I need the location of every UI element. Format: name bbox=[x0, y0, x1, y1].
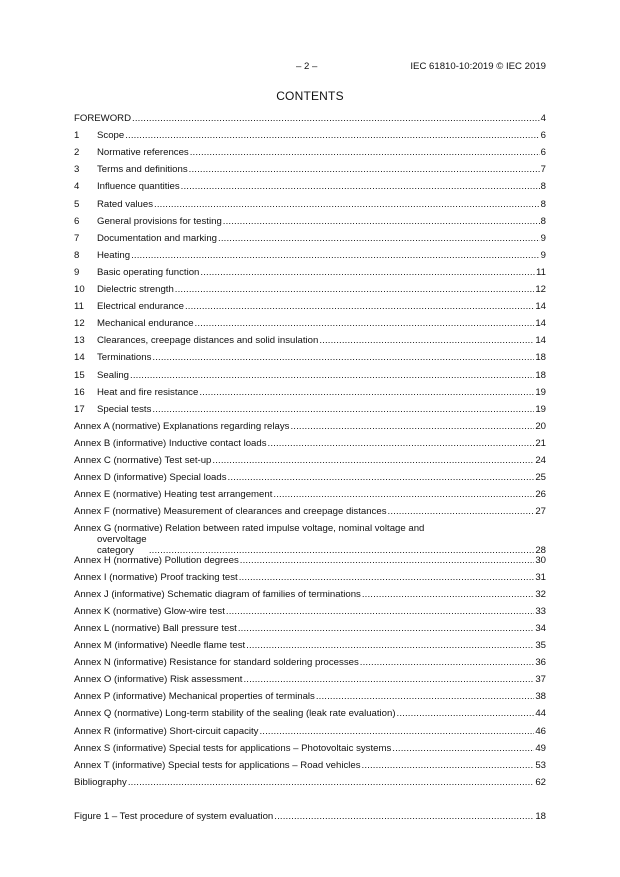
toc-page-number: 53 bbox=[535, 759, 546, 771]
toc-entry-continuation bbox=[74, 534, 546, 556]
toc-dot-leader bbox=[152, 352, 534, 363]
toc-dot-leader bbox=[319, 335, 534, 346]
toc-clause-2[interactable] bbox=[74, 147, 546, 158]
toc-entry[interactable] bbox=[74, 438, 546, 449]
toc-clause-1[interactable] bbox=[74, 130, 546, 141]
toc-entry-title: Annex K (normative) Glow-wire test bbox=[74, 605, 225, 617]
toc-page-number: 35 bbox=[535, 640, 546, 651]
toc-entry-title: Bibliography bbox=[74, 776, 127, 788]
toc-clause-17[interactable] bbox=[74, 404, 546, 415]
toc-entry-title: FOREWORD bbox=[74, 113, 132, 124]
toc-page-number: 38 bbox=[535, 691, 546, 703]
toc-page-number: 9 bbox=[540, 249, 546, 261]
toc-clause-number: 2 bbox=[74, 147, 80, 159]
toc-clause-number: 1 bbox=[74, 130, 80, 142]
toc-entry[interactable] bbox=[74, 506, 546, 517]
toc-entry[interactable] bbox=[74, 726, 546, 737]
toc-dot-leader bbox=[238, 623, 535, 634]
toc-page-number: 11 bbox=[536, 266, 546, 278]
toc-dot-leader bbox=[392, 743, 534, 754]
page-header bbox=[0, 61, 620, 75]
toc-dot-leader bbox=[259, 726, 534, 737]
toc-clause-number: 9 bbox=[74, 266, 80, 278]
toc-entry-title: Annex G (normative) Relation between rated impulse voltage, nominal voltage and bbox=[74, 523, 425, 535]
toc-entry[interactable] bbox=[74, 472, 546, 483]
toc-entry-title: Electrical endurance bbox=[97, 301, 184, 313]
toc-entry[interactable] bbox=[74, 555, 546, 566]
toc-entry[interactable] bbox=[74, 777, 546, 788]
toc-dot-leader bbox=[362, 760, 535, 771]
toc-clause-number: 14 bbox=[74, 352, 85, 364]
toc-page-number: 27 bbox=[535, 506, 546, 518]
toc-entry-title: Dielectric strength bbox=[97, 284, 174, 295]
toc-page-number: 33 bbox=[535, 605, 546, 617]
toc-dot-leader bbox=[212, 455, 534, 466]
toc-entry[interactable] bbox=[74, 708, 546, 719]
toc-page-number: 19 bbox=[535, 403, 546, 415]
toc-entry[interactable] bbox=[74, 657, 546, 668]
toc-dot-leader bbox=[362, 589, 534, 600]
toc-dot-leader bbox=[268, 438, 535, 449]
toc-entry-title: Annex S (informative) Special tests for applications – Photovoltaic systems bbox=[74, 742, 392, 754]
toc-entry[interactable] bbox=[74, 640, 546, 651]
toc-dot-leader bbox=[223, 216, 540, 227]
toc-entry-title: General provisions for testing bbox=[97, 215, 222, 227]
toc-entry[interactable] bbox=[74, 113, 546, 124]
toc-dot-leader bbox=[360, 657, 535, 668]
toc-clause-15[interactable] bbox=[74, 370, 546, 381]
toc-dot-leader bbox=[175, 284, 535, 295]
toc-dot-leader bbox=[290, 421, 534, 432]
toc-entry-title: Annex Q (normative) Long-term stability of the sealing (leak rate evaluation) bbox=[74, 708, 396, 720]
toc-entry-title: Heating bbox=[97, 249, 131, 261]
toc-page-number: 34 bbox=[535, 622, 546, 634]
toc-page-number: 30 bbox=[535, 554, 546, 566]
toc-entry-title-continued: overvoltage category bbox=[97, 534, 147, 557]
toc-entry-title: Heat and fire resistance bbox=[97, 386, 199, 398]
toc-clause-number: 17 bbox=[74, 403, 85, 415]
toc-dot-leader bbox=[125, 130, 539, 141]
toc-entry-title: Mechanical endurance bbox=[97, 318, 194, 330]
toc-entry-title: Annex N (informative) Resistance for standard soldering processes bbox=[74, 657, 359, 669]
toc-entry[interactable] bbox=[74, 489, 546, 500]
toc-dot-leader bbox=[239, 572, 535, 583]
toc-page-number: 14 bbox=[535, 335, 546, 347]
toc-entry-title: Sealing bbox=[97, 369, 130, 381]
toc-dot-leader bbox=[190, 147, 540, 158]
toc-dot-leader bbox=[199, 387, 534, 398]
toc-page-number: 26 bbox=[535, 489, 546, 501]
toc-clause-number: 16 bbox=[74, 386, 85, 398]
toc-dot-leader bbox=[397, 708, 535, 719]
toc-dot-leader bbox=[195, 318, 535, 329]
toc-entry-title: Documentation and marking bbox=[97, 232, 217, 244]
toc-dot-leader bbox=[246, 640, 534, 651]
toc-clause-number: 7 bbox=[74, 232, 80, 244]
toc-entry-title: Rated values bbox=[97, 198, 153, 210]
toc-page-number: 31 bbox=[535, 571, 546, 583]
toc-page-number: 14 bbox=[535, 301, 546, 313]
toc-clause-11[interactable] bbox=[74, 301, 546, 312]
toc-entry-title: Annex P (informative) Mechanical properties of terminals bbox=[74, 691, 315, 703]
toc-clause-7[interactable] bbox=[74, 233, 546, 244]
toc-entry-title: Special tests bbox=[97, 403, 152, 415]
toc-dot-leader bbox=[128, 777, 535, 788]
toc-dot-leader bbox=[131, 250, 540, 261]
toc-page-number: 6 bbox=[540, 147, 546, 159]
toc-clause-number: 13 bbox=[74, 335, 85, 347]
toc-dot-leader bbox=[243, 674, 534, 685]
toc-entry-title: Annex I (normative) Proof tracking test bbox=[74, 571, 238, 583]
toc-page-number: 18 bbox=[535, 369, 546, 381]
toc-dot-leader bbox=[273, 489, 534, 500]
toc-dot-leader bbox=[189, 164, 540, 175]
toc-dot-leader bbox=[240, 555, 535, 566]
toc-entry-title: Influence quantities bbox=[97, 181, 180, 193]
toc-dot-leader bbox=[218, 233, 540, 244]
toc-entry-title: Annex O (informative) Risk assessment bbox=[74, 674, 243, 686]
toc-entry[interactable] bbox=[74, 606, 546, 617]
toc-dot-leader bbox=[132, 113, 540, 124]
toc-page-number: 44 bbox=[535, 708, 546, 720]
toc-dot-leader bbox=[388, 506, 535, 517]
toc-page-number: 21 bbox=[535, 437, 546, 449]
toc-entry-title: Clearances, creepage distances and solid insulation bbox=[97, 335, 319, 347]
toc-entry-title: Annex C (normative) Test set-up bbox=[74, 455, 212, 466]
toc-clause-4[interactable] bbox=[74, 181, 546, 192]
toc-entry-annex-g[interactable] bbox=[74, 523, 546, 556]
toc-entry-title: Annex R (informative) Short-circuit capacity bbox=[74, 725, 259, 737]
toc-entry[interactable] bbox=[74, 572, 546, 583]
toc-clause-5[interactable] bbox=[74, 199, 546, 210]
toc-entry-title: Annex H (normative) Pollution degrees bbox=[74, 554, 239, 566]
toc-clause-16[interactable] bbox=[74, 387, 546, 398]
toc-page-number: 37 bbox=[535, 674, 546, 686]
contents-title: CONTENTS bbox=[276, 89, 344, 103]
toc-clause-number: 4 bbox=[74, 181, 80, 193]
page-number: – 2 – bbox=[296, 61, 318, 72]
toc-page-number: 4 bbox=[540, 113, 546, 124]
toc-page-number: 49 bbox=[535, 742, 546, 754]
toc-entry[interactable] bbox=[74, 455, 546, 466]
toc-page-number: 6 bbox=[540, 130, 546, 142]
toc-dot-leader bbox=[181, 181, 540, 192]
toc-clause-10[interactable] bbox=[74, 284, 546, 295]
toc-clause-number: 11 bbox=[74, 301, 84, 313]
toc-page-number: 36 bbox=[535, 657, 546, 669]
toc-clause-number: 3 bbox=[74, 164, 80, 176]
toc-page-number: 18 bbox=[535, 810, 546, 822]
toc-clause-14[interactable] bbox=[74, 352, 546, 363]
document-reference: IEC 61810-10:2019 © IEC 2019 bbox=[410, 61, 546, 72]
toc-dot-leader bbox=[228, 472, 535, 483]
toc-page-number: 25 bbox=[535, 472, 546, 484]
toc-dot-leader bbox=[185, 301, 534, 312]
toc-entry-title: Annex L (normative) Ball pressure test bbox=[74, 622, 237, 634]
toc-page-number: 8 bbox=[540, 215, 546, 227]
toc-page-number: 24 bbox=[535, 455, 546, 466]
toc-page-number: 19 bbox=[535, 386, 546, 398]
toc-entry[interactable] bbox=[74, 743, 546, 754]
toc-page-number: 32 bbox=[535, 588, 546, 600]
toc-clause-number: 15 bbox=[74, 369, 85, 381]
toc-entry[interactable] bbox=[74, 623, 546, 634]
toc-entry-title: Annex B (informative) Inductive contact loads bbox=[74, 437, 267, 449]
toc-entry-title: Annex M (informative) Needle flame test bbox=[74, 640, 246, 651]
toc-dot-leader bbox=[274, 811, 534, 822]
toc-entry[interactable] bbox=[74, 421, 546, 432]
toc-dot-leader bbox=[316, 691, 534, 702]
toc-page-number: 8 bbox=[540, 198, 546, 210]
toc-page-number: 9 bbox=[540, 232, 546, 244]
toc-clause-12[interactable] bbox=[74, 318, 546, 329]
toc-dot-leader bbox=[130, 370, 534, 381]
toc-entry-title: Annex J (informative) Schematic diagram of families of terminations bbox=[74, 588, 361, 600]
toc-entry[interactable] bbox=[74, 691, 546, 702]
toc-entry[interactable] bbox=[74, 589, 546, 600]
toc-entry-title: Annex D (informative) Special loads bbox=[74, 472, 227, 484]
toc-page-number: 8 bbox=[540, 181, 546, 193]
toc-dot-leader bbox=[154, 199, 540, 210]
toc-entry-title: Basic operating function bbox=[97, 266, 200, 278]
toc-entry-title: Annex T (informative) Special tests for applications – Road vehicles bbox=[74, 759, 361, 771]
toc-page-number: 46 bbox=[535, 725, 546, 737]
toc-clause-6[interactable] bbox=[74, 216, 546, 227]
toc-clause-number: 12 bbox=[74, 318, 85, 330]
toc-dot-leader bbox=[200, 267, 535, 278]
toc-clause-3[interactable] bbox=[74, 164, 546, 175]
toc-clause-number: 6 bbox=[74, 215, 80, 227]
toc-page-number: 12 bbox=[535, 284, 546, 295]
toc-dot-leader bbox=[152, 404, 534, 415]
toc-page-number: 14 bbox=[535, 318, 546, 330]
toc-entry-title: Annex F (normative) Measurement of clearances and creepage distances bbox=[74, 506, 387, 518]
toc-clause-13[interactable] bbox=[74, 335, 546, 346]
toc-entry-title: Annex E (normative) Heating test arrangement bbox=[74, 489, 273, 501]
toc-entry-title: Scope bbox=[97, 130, 125, 142]
toc-page-number: 7 bbox=[540, 164, 546, 176]
toc-clause-8[interactable] bbox=[74, 250, 546, 261]
toc-dot-leader bbox=[226, 606, 534, 617]
toc-entry[interactable] bbox=[74, 674, 546, 685]
toc-page-number: 28 bbox=[535, 545, 546, 557]
toc-clause-9[interactable] bbox=[74, 267, 546, 278]
toc-clause-number: 10 bbox=[74, 284, 85, 295]
toc-entry-title: Figure 1 – Test procedure of system evaluation bbox=[74, 810, 274, 822]
toc-entry-title: Normative references bbox=[97, 147, 189, 159]
toc-clause-number: 5 bbox=[74, 198, 80, 210]
toc-figure-entry[interactable] bbox=[74, 811, 546, 822]
toc-page-number: 18 bbox=[535, 352, 546, 364]
toc-entry[interactable] bbox=[74, 760, 546, 771]
toc-entry-title: Annex A (normative) Explanations regarding relays bbox=[74, 420, 290, 432]
toc-entry-title: Terms and definitions bbox=[97, 164, 188, 176]
toc-clause-number: 8 bbox=[74, 249, 80, 261]
toc-entry-title: Terminations bbox=[97, 352, 152, 364]
toc-page-number: 62 bbox=[535, 776, 546, 788]
toc-page-number: 20 bbox=[535, 420, 546, 432]
